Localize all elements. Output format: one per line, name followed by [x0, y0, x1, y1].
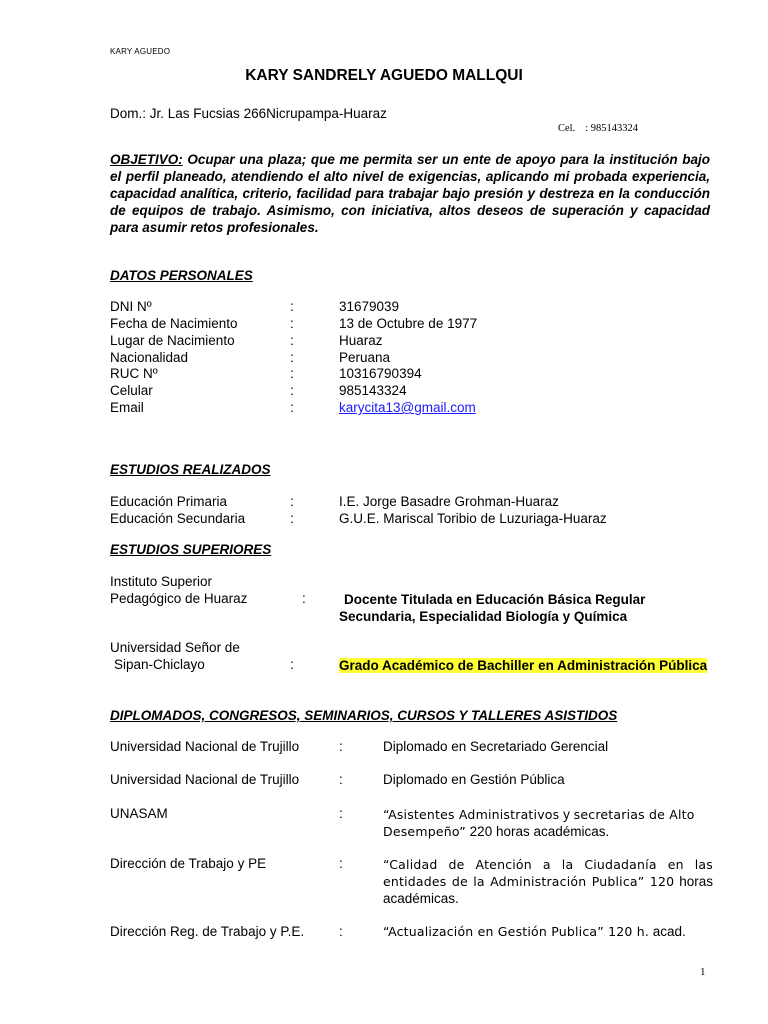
higher-label-line2: Sipan-Chiclayo: [114, 657, 205, 672]
study-value: I.E. Jorge Basadre Grohman-Huaraz: [339, 494, 559, 509]
diploma-institution: Universidad Nacional de Trujillo: [110, 772, 300, 787]
higher-sep: :: [290, 657, 294, 672]
higher-label-line1: Universidad Señor de: [110, 640, 240, 655]
personal-value: 31679039: [339, 299, 400, 314]
study-sep: :: [290, 494, 294, 509]
address-line: [110, 106, 387, 121]
diploma-institution: Universidad Nacional de Trujillo: [110, 739, 300, 754]
personal-value: 13 de Octubre de 1977: [339, 316, 478, 331]
personal-value: Peruana: [339, 350, 391, 365]
page-number: 1: [700, 966, 706, 978]
address-label: Dom.:: [110, 106, 147, 121]
higher-degree: Docente Titulada en Educación Básica Regular Secundaria, Especialidad Biología y Química: [339, 592, 646, 624]
diploma-value: “Calidad de Atención a la Ciudadanía en las entidades de la Administración Publica” 120 horas académicas.: [383, 857, 713, 906]
personal-sep: :: [290, 333, 294, 348]
diploma-sep: :: [339, 856, 343, 871]
diploma-sep: :: [339, 806, 343, 821]
personal-label: Lugar de Nacimiento: [110, 333, 235, 348]
personal-sep: :: [290, 299, 294, 314]
personal-sep: :: [290, 400, 294, 415]
section-heading-personal: DATOS PERSONALES: [110, 268, 253, 283]
personal-value: 10316790394: [339, 366, 422, 381]
study-label: Educación Primaria: [110, 494, 228, 509]
diploma-value: “Asistentes Administrativos y secretarias de Alto Desempeño” 220 horas académicas.: [383, 807, 695, 839]
personal-sep: :: [290, 316, 294, 331]
cell-label: Cel.: [558, 123, 576, 134]
address-value: Jr. Las Fucsias 266Nicrupampa-Huaraz: [149, 106, 387, 121]
diploma-institution: UNASAM: [110, 806, 168, 821]
personal-label: Fecha de Nacimiento: [110, 316, 238, 331]
candidate-name: KARY SANDRELY AGUEDO MALLQUI: [245, 67, 523, 84]
highlighted-degree: Grado Académico de Bachiller en Administración Pública: [339, 658, 708, 673]
diploma-sep: :: [339, 772, 343, 787]
higher-label-line2: Pedagógico de Huaraz: [110, 591, 248, 606]
objective-paragraph: [110, 151, 710, 236]
diploma-value: Diplomado en Gestión Pública: [383, 772, 565, 787]
objective-text: Ocupar una plaza; que me permita ser un ente de apoyo para la institución bajo el perfil planeado, atendiendo el alto nivel de exigencias, aplicando mi probada experiencia, capacidad analítica, criterio, facilidad para trabajar bajo presión y destreza en la conducción de equipos de trabajo. Asimismo, con iniciativa, altos deseos de superación y capacidad para asumir retos profesionales.: [110, 152, 710, 235]
cell-line: [558, 123, 638, 134]
diploma-sep: :: [339, 739, 343, 754]
personal-label: RUC Nº: [110, 366, 158, 381]
section-heading-diplomas: DIPLOMADOS, CONGRESOS, SEMINARIOS, CURSOS Y TALLERES ASISTIDOS: [110, 708, 618, 723]
diploma-value: “Actualización en Gestión Publica” 120 h. acad.: [383, 924, 686, 939]
diploma-sep: :: [339, 924, 343, 939]
diploma-institution: Dirección de Trabajo y PE: [110, 856, 267, 871]
personal-label: Celular: [110, 383, 153, 398]
personal-value: Huaraz: [339, 333, 383, 348]
email-link[interactable]: karycita13@gmail.com: [339, 400, 476, 415]
section-heading-studies: ESTUDIOS REALIZADOS: [110, 462, 271, 477]
personal-sep: :: [290, 366, 294, 381]
running-head: KARY AGUEDO: [110, 47, 171, 56]
study-label: Educación Secundaria: [110, 511, 246, 526]
study-value: G.U.E. Mariscal Toribio de Luzuriaga-Huaraz: [339, 511, 607, 526]
diploma-institution: Dirección Reg. de Trabajo y P.E.: [110, 924, 305, 939]
personal-sep: :: [290, 350, 294, 365]
section-heading-higher: ESTUDIOS SUPERIORES: [110, 542, 272, 557]
higher-label-line1: Instituto Superior: [110, 574, 213, 589]
study-sep: :: [290, 511, 294, 526]
higher-sep: :: [302, 591, 306, 606]
personal-label: DNI Nº: [110, 299, 152, 314]
personal-label: Email: [110, 400, 144, 415]
personal-value: 985143324: [339, 383, 407, 398]
diploma-value: Diplomado en Secretariado Gerencial: [383, 739, 609, 754]
personal-sep: :: [290, 383, 294, 398]
higher-degree: [339, 657, 715, 674]
cell-value: : 985143324: [585, 123, 639, 134]
personal-label: Nacionalidad: [110, 350, 189, 365]
objective-label: OBJETIVO:: [110, 152, 183, 167]
